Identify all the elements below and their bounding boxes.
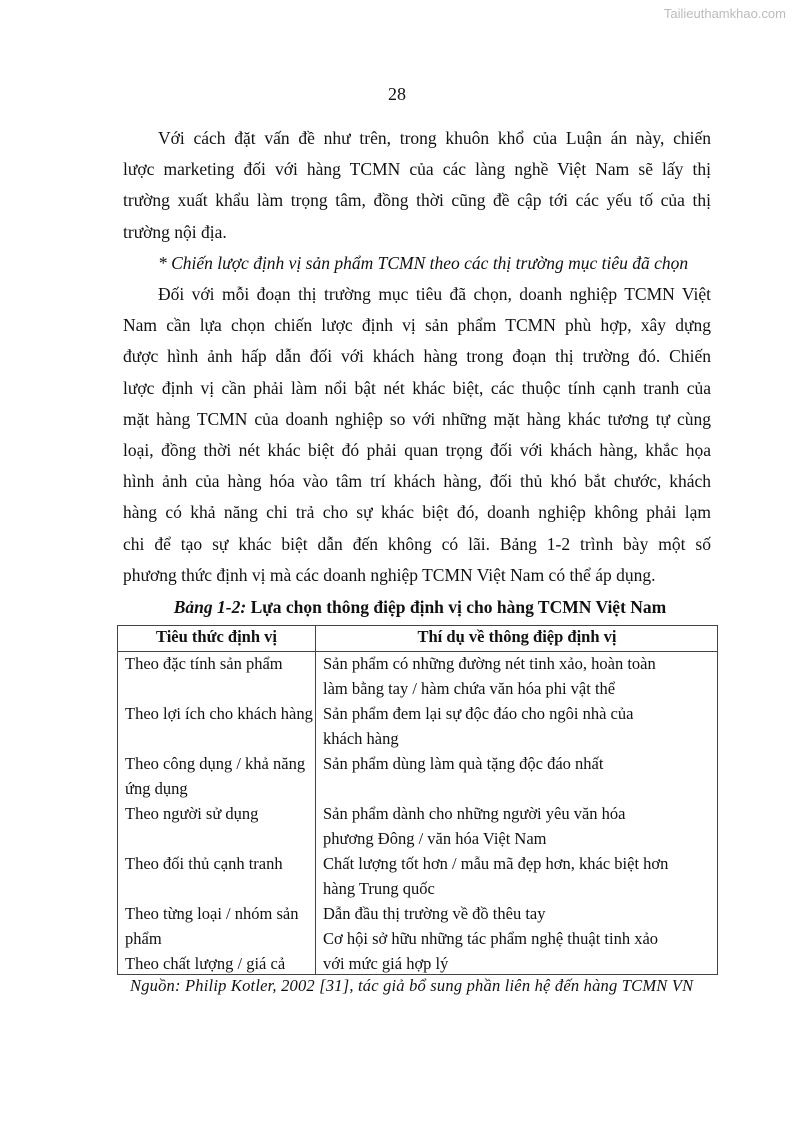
table-caption-title: Lựa chọn thông điệp định vị cho hàng TCMN Việt Nam — [246, 597, 667, 617]
paragraph-line: lược định vị cần phải làm nổi bật nét khác biệt, các thuộc tính cạnh tranh của — [123, 377, 711, 398]
criteria-cell-line: Theo người sử dụng — [125, 804, 259, 823]
paragraph-line: hình ảnh của hàng hóa vào tâm trí khách hàng, đối thủ khó bắt chước, khách — [123, 471, 711, 492]
criteria-cell-line: phẩm — [125, 929, 162, 948]
paragraph-line: lược marketing đối với hàng TCMN của các làng nghề Việt Nam sẽ lấy thị — [123, 159, 711, 180]
watermark: Tailieuthamkhao.com — [663, 6, 786, 21]
criteria-cell-line: Theo công dụng / khả năng — [125, 754, 306, 773]
example-cell-line: Cơ hội sở hữu những tác phẩm nghệ thuật tinh xảo — [323, 929, 659, 948]
table-source: Nguồn: Philip Kotler, 2002 [31], tác giả bổ sung phần liên hệ đến hàng TCMN VN — [130, 976, 694, 995]
criteria-cell-line: Theo chất lượng / giá cả — [125, 954, 286, 973]
example-cell-line: Sản phẩm dành cho những người yêu văn hóa — [323, 804, 626, 823]
column-divider — [315, 626, 316, 974]
header-divider — [118, 651, 717, 652]
paragraph-line: phương thức định vị mà các doanh nghiệp TCMN Việt Nam có thể áp dụng. — [123, 564, 656, 585]
criteria-cell-line: Theo từng loại / nhóm sản — [125, 904, 299, 923]
paragraph-line: loại, đồng thời nét khác biệt đó phải quan trọng đối với khách hàng, khắc họa — [123, 440, 711, 460]
positioning-table — [117, 625, 718, 975]
paragraph-line: mặt hàng TCMN của doanh nghiệp so với những mặt hàng khác tương tự cùng — [123, 408, 711, 429]
example-cell-line: Dẫn đầu thị trường về đồ thêu tay — [323, 904, 546, 923]
table-header-example: Thí dụ về thông điệp định vị — [417, 627, 617, 646]
table-header-criteria: Tiêu thức định vị — [155, 627, 277, 646]
example-cell-line: phương Đông / văn hóa Việt Nam — [323, 829, 547, 848]
table-caption-label: Bảng 1-2: — [173, 597, 247, 617]
paragraph-line: được hình ảnh hấp dẫn đối với khách hàng trong đoạn thị trường đó. Chiến — [123, 346, 711, 367]
paragraph-line: hàng có khả năng chi trả cho sự khác biệt đó, doanh nghiệp không phải lạm — [123, 502, 711, 523]
paragraph-line: trường xuất khẩu làm trọng tâm, đồng thời cũng đề cập tới các yếu tố của thị — [123, 190, 711, 211]
example-cell-line: làm bằng tay / hàm chứa văn hóa phi vật thể — [323, 679, 616, 698]
paragraph-line: Đối với mỗi đoạn thị trường mục tiêu đã chọn, doanh nghiệp TCMN Việt — [158, 284, 711, 304]
section-subheading: * Chiến lược định vị sản phẩm TCMN theo các thị trường mục tiêu đã chọn — [158, 252, 689, 273]
example-cell-line: hàng Trung quốc — [323, 879, 435, 898]
paragraph-line: Với cách đặt vấn đề như trên, trong khuôn khổ của Luận án này, chiến — [158, 128, 711, 148]
criteria-cell-line: Theo đặc tính sản phẩm — [125, 654, 283, 673]
criteria-cell-line: Theo lợi ích cho khách hàng — [125, 704, 313, 723]
example-cell-line: Sản phẩm đem lại sự độc đáo cho ngôi nhà của — [323, 704, 634, 723]
criteria-cell-line: ứng dụng — [125, 779, 188, 798]
paragraph-line: trường nội địa. — [123, 221, 227, 242]
table-caption — [0, 597, 794, 618]
page-number: 28 — [388, 84, 406, 104]
example-cell-line: với mức giá hợp lý — [323, 954, 449, 973]
example-cell-line: khách hàng — [323, 729, 399, 748]
paragraph-line: Nam cần lựa chọn chiến lược định vị sản phẩm TCMN phù hợp, xây dựng — [123, 315, 711, 336]
example-cell-line: Sản phẩm có những đường nét tinh xảo, hoàn toàn — [323, 654, 656, 673]
paragraph-line: chi để tạo sự khác biệt dẫn đến không có lãi. Bảng 1-2 trình bày một số — [123, 533, 711, 554]
criteria-cell-line: Theo đối thủ cạnh tranh — [125, 854, 283, 873]
example-cell-line: Chất lượng tốt hơn / mẫu mã đẹp hơn, khác biệt hơn — [323, 854, 669, 873]
example-cell-line: Sản phẩm dùng làm quà tặng độc đáo nhất — [323, 754, 604, 773]
